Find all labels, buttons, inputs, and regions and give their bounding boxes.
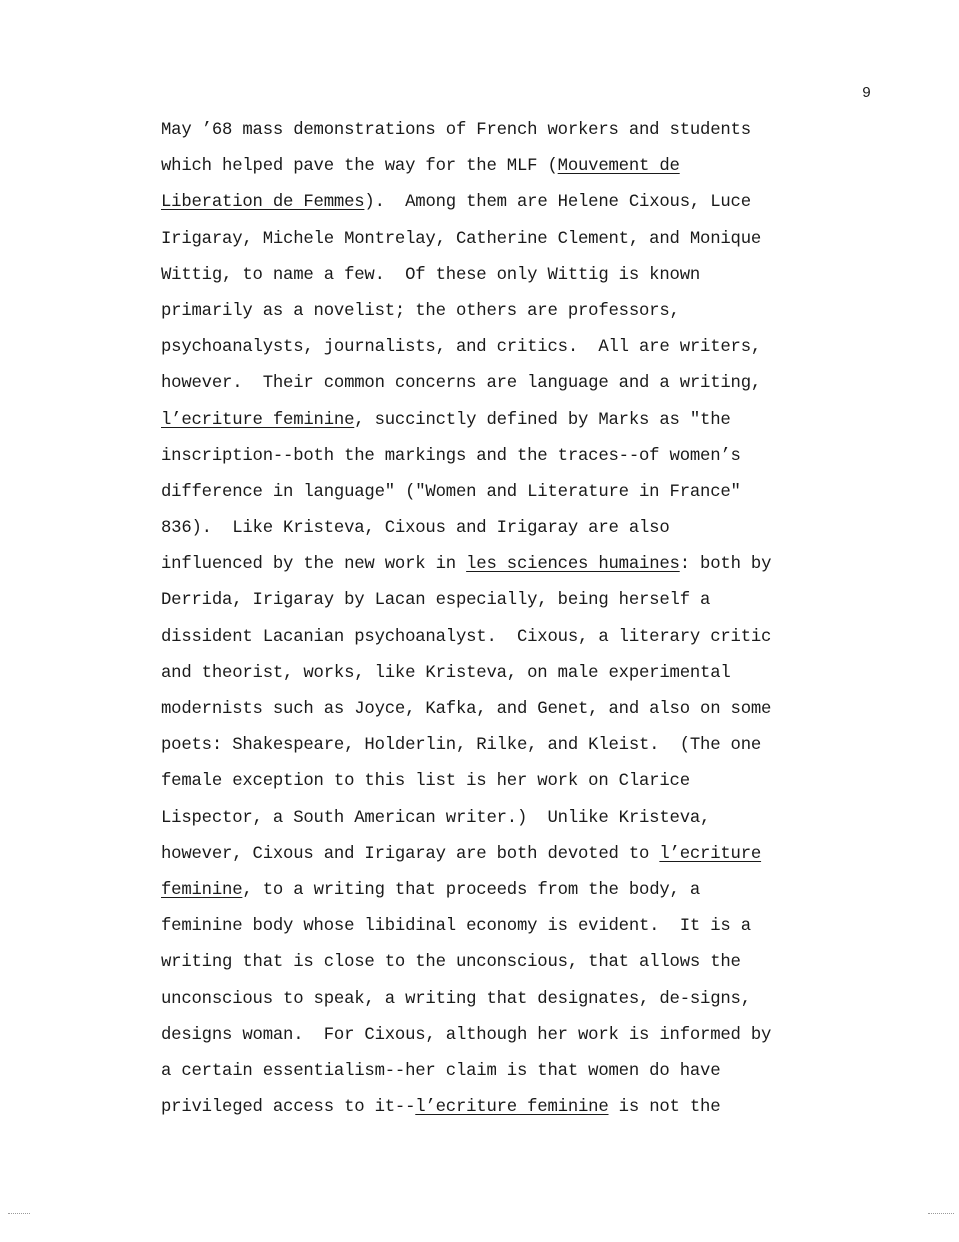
text-segment: which helped pave the way for the MLF ( [161, 157, 558, 177]
page-number: 9 [862, 85, 872, 102]
text-line [161, 408, 881, 444]
text-line [161, 335, 881, 371]
text-segment: , to a writing that proceeds from the body, a [242, 880, 701, 900]
text-line [161, 1095, 881, 1131]
text-line [161, 371, 881, 407]
text-line [161, 263, 881, 299]
text-segment: unconscious to speak, a writing that designates, de-signs, [161, 989, 751, 1009]
text-segment: modernists such as Joyce, Kafka, and Genet, and also on some [161, 700, 772, 719]
text-segment: influenced by the new work in [161, 555, 467, 575]
text-line [161, 950, 881, 986]
underlined-text: l’ecriture feminine [415, 1098, 609, 1118]
text-segment: inscription--both the markings and the traces--of women’s [161, 446, 741, 466]
text-segment: psychoanalysts, journalists, and critics. All are writers, [161, 338, 762, 358]
text-line [161, 552, 881, 588]
text-segment: privileged access to it-- [161, 1098, 416, 1118]
text-segment: writing that is close to the unconscious, that allows the [161, 953, 741, 973]
text-line [161, 480, 881, 516]
underlined-text: l’ecriture feminine [161, 410, 355, 430]
text-segment: Wittig, to name a few. Of these only Wittig is known [161, 265, 701, 285]
text-line [161, 444, 881, 480]
text-segment: difference in language" ("Women and Literature in France" [161, 482, 741, 502]
text-line [161, 190, 881, 226]
underlined-text: Liberation de Femmes [161, 193, 365, 213]
text-line [161, 299, 881, 335]
text-line [161, 227, 881, 263]
underlined-text: Mouvement de [557, 157, 680, 177]
text-segment: May ’68 mass demonstrations of French workers and students [161, 121, 751, 140]
text-line [161, 878, 881, 914]
text-line [161, 987, 881, 1023]
text-line [161, 1023, 881, 1059]
text-segment: a certain essentialism--her claim is that women do have [161, 1061, 721, 1081]
text-line [161, 769, 881, 805]
text-segment: dissident Lacanian psychoanalyst. Cixous, a literary critic [161, 627, 772, 647]
text-segment: feminine body whose libidinal economy is evident. It is a [161, 917, 751, 937]
text-line [161, 118, 881, 154]
text-line [161, 588, 881, 624]
text-segment: Lispector, a South American writer.) Unlike Kristeva, [161, 808, 711, 828]
scan-artifact-left [8, 1213, 30, 1217]
text-line [161, 661, 881, 697]
text-segment: primarily as a novelist; the others are professors, [161, 301, 680, 321]
text-segment: female exception to this list is her work on Clarice [161, 772, 690, 792]
text-segment: , succinctly defined by Marks as "the [354, 410, 731, 430]
text-line [161, 1059, 881, 1095]
underlined-text: les sciences humaines [466, 555, 680, 575]
text-line [161, 733, 881, 769]
text-line [161, 914, 881, 950]
text-segment: : both by [679, 555, 772, 575]
text-segment: Irigaray, Michele Montrelay, Catherine Clement, and Monique [161, 229, 762, 249]
text-line [161, 154, 881, 190]
text-line [161, 516, 881, 552]
text-segment: and theorist, works, like Kristeva, on male experimental [161, 663, 731, 683]
underlined-text: feminine [161, 880, 243, 900]
text-line [161, 842, 881, 878]
underlined-text: l’ecriture [659, 844, 762, 864]
text-segment: 836). Like Kristeva, Cixous and Irigaray are also [161, 519, 670, 539]
text-segment: Derrida, Irigaray by Lacan especially, being herself a [161, 591, 711, 611]
text-segment: designs woman. For Cixous, although her work is informed by [161, 1025, 772, 1045]
text-line [161, 806, 881, 842]
text-line [161, 697, 881, 733]
text-segment: poets: Shakespeare, Holderlin, Rilke, and Kleist. (The one [161, 736, 762, 756]
body-text [161, 118, 881, 1131]
scan-artifact-right [928, 1213, 954, 1217]
text-segment: however. Their common concerns are language and a writing, [161, 374, 762, 394]
text-line [161, 625, 881, 661]
text-segment: however, Cixous and Irigaray are both devoted to [161, 844, 660, 864]
text-segment: ). Among them are Helene Cixous, Luce [364, 193, 751, 213]
text-segment: is not the [608, 1098, 721, 1118]
